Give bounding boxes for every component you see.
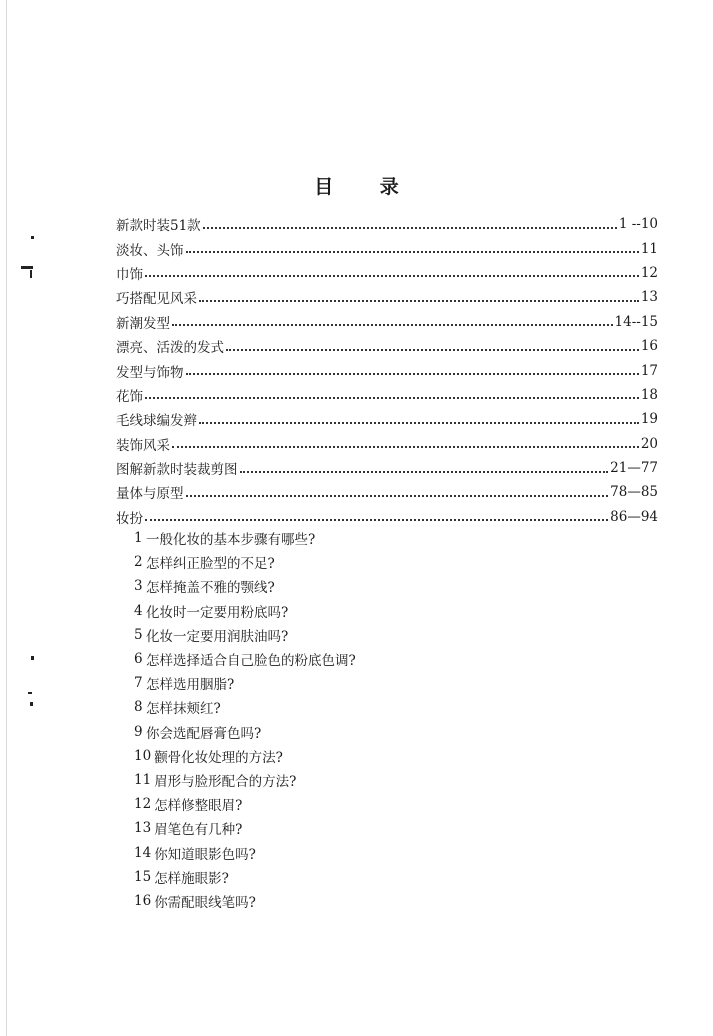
subitem-number: 2: [134, 554, 143, 571]
toc-leader-dots: [186, 494, 609, 497]
subitem-text: 怎样纠正脸型的不足?: [146, 556, 275, 573]
toc-leader-dots: [145, 396, 639, 399]
subitem: [134, 599, 356, 623]
toc-entry-page: 78—85: [610, 484, 658, 501]
subitem-number: 9: [134, 723, 143, 740]
scan-speck: [30, 270, 32, 278]
toc-entry-label: 毛线球编发辫: [116, 413, 197, 430]
toc-entry: [116, 456, 658, 480]
toc-entry: [116, 310, 658, 334]
subitem-text: 化妆一定要用润肤油吗?: [146, 628, 289, 645]
toc-entry: [116, 358, 658, 382]
subitem-text: 怎样施眼影?: [154, 870, 229, 887]
toc-entry-page: 21—77: [610, 460, 658, 477]
toc-entry-label: 巧搭配见风采: [116, 291, 197, 308]
toc-entry-label: 量体与原型: [116, 486, 184, 503]
subitem: [134, 768, 356, 792]
subitem-number: 16: [134, 892, 152, 909]
toc-entry: [116, 285, 658, 309]
subitem-text: 怎样抹颊红?: [146, 701, 221, 718]
subitem-text: 颧骨化妆处理的方法?: [154, 749, 283, 766]
toc-entry: [116, 261, 658, 285]
toc-entry-label: 新潮发型: [116, 315, 170, 332]
toc-entry-page: 17: [640, 362, 658, 379]
toc-entry-label: 发型与饰物: [116, 364, 184, 381]
toc-entry-page: 20: [640, 435, 658, 452]
toc-entry-label: 妆扮: [116, 510, 143, 527]
toc-leader-dots: [203, 226, 617, 229]
toc-leader-dots: [226, 348, 639, 351]
subitem-number: 14: [134, 844, 152, 861]
toc-leader-dots: [145, 274, 639, 277]
toc-entry-page: 14--15: [614, 313, 658, 330]
subitem-text: 怎样选择适合自己脸色的粉底色调?: [146, 653, 356, 670]
toc-entry-label: 花饰: [116, 388, 143, 405]
subitem: [134, 720, 356, 744]
table-of-contents: [116, 212, 658, 529]
toc-entry: [116, 383, 658, 407]
scan-speck: [31, 656, 34, 660]
subitem-text: 你需配眼线笔吗?: [154, 894, 256, 911]
toc-leader-dots: [186, 250, 639, 253]
subitem: [134, 550, 356, 574]
subitem-text: 眉笔色有几种?: [154, 822, 243, 839]
subitem: [134, 840, 356, 864]
toc-entry-page: 86—94: [610, 508, 658, 525]
toc-leader-dots: [172, 323, 613, 326]
toc-entry: [116, 432, 658, 456]
toc-leader-dots: [172, 445, 639, 448]
subitem-number: 7: [134, 675, 143, 692]
makeup-subitems: [134, 526, 356, 913]
toc-entry-label: 新款时装51款: [116, 218, 201, 235]
toc-entry-page: 16: [640, 338, 658, 355]
subitem: [134, 792, 356, 816]
subitem: [134, 574, 356, 598]
subitem-number: 13: [134, 820, 152, 837]
subitem-number: 12: [134, 796, 152, 813]
scan-speck: [30, 702, 33, 706]
toc-entry-label: 图解新款时装裁剪图: [116, 462, 238, 479]
subitem-text: 怎样掩盖不雅的颚线?: [146, 580, 275, 597]
toc-entry-label: 装饰风采: [116, 437, 170, 454]
subitem-text: 怎样选用胭脂?: [146, 677, 235, 694]
toc-leader-dots: [199, 299, 639, 302]
scan-speck: [31, 236, 34, 239]
toc-entry-page: 13: [640, 289, 658, 306]
subitem: [134, 623, 356, 647]
subitem: [134, 647, 356, 671]
subitem-number: 1: [134, 530, 143, 547]
subitem-text: 一般化妆的基本步骤有哪些?: [146, 532, 316, 549]
toc-leader-dots: [240, 470, 609, 473]
subitem: [134, 816, 356, 840]
toc-leader-dots: [199, 421, 639, 424]
subitem-text: 你知道眼影色吗?: [154, 846, 256, 863]
subitem-number: 3: [134, 578, 143, 595]
toc-entry: [116, 236, 658, 260]
toc-entry-label: 漂亮、活泼的发式: [116, 340, 224, 357]
toc-entry: [116, 334, 658, 358]
subitem: [134, 744, 356, 768]
subitem: [134, 695, 356, 719]
toc-entry-page: 18: [640, 386, 658, 403]
subitem-number: 15: [134, 868, 152, 885]
toc-entry-label: 淡妆、头饰: [116, 242, 184, 259]
toc-entry-label: 巾饰: [116, 266, 143, 283]
toc-entry: [116, 407, 658, 431]
subitem: [134, 526, 356, 550]
subitem-text: 怎样修整眼眉?: [154, 798, 243, 815]
subitem: [134, 671, 356, 695]
subitem-text: 化妆时一定要用粉底吗?: [146, 604, 289, 621]
subitem-number: 10: [134, 747, 152, 764]
toc-entry-page: 1 --10: [618, 216, 658, 233]
subitem-number: 11: [134, 771, 152, 788]
toc-entry-page: 19: [640, 411, 658, 428]
subitem: [134, 889, 356, 913]
scan-speck: [28, 692, 32, 694]
subitem-text: 眉形与脸形配合的方法?: [154, 773, 297, 790]
subitem: [134, 865, 356, 889]
subitem-number: 6: [134, 651, 143, 668]
toc-entry: [116, 480, 658, 504]
page-edge: [6, 0, 7, 1036]
subitem-number: 4: [134, 602, 143, 619]
subitem-number: 5: [134, 626, 143, 643]
subitem-text: 你会选配唇膏色吗?: [146, 725, 262, 742]
subitem-number: 8: [134, 699, 143, 716]
toc-leader-dots: [186, 372, 639, 375]
toc-leader-dots: [145, 518, 608, 521]
page-title: 目 录: [314, 176, 419, 198]
scan-speck: [21, 266, 33, 269]
toc-entry: [116, 212, 658, 236]
toc-entry-page: 11: [640, 240, 658, 257]
toc-entry-page: 12: [640, 264, 658, 281]
